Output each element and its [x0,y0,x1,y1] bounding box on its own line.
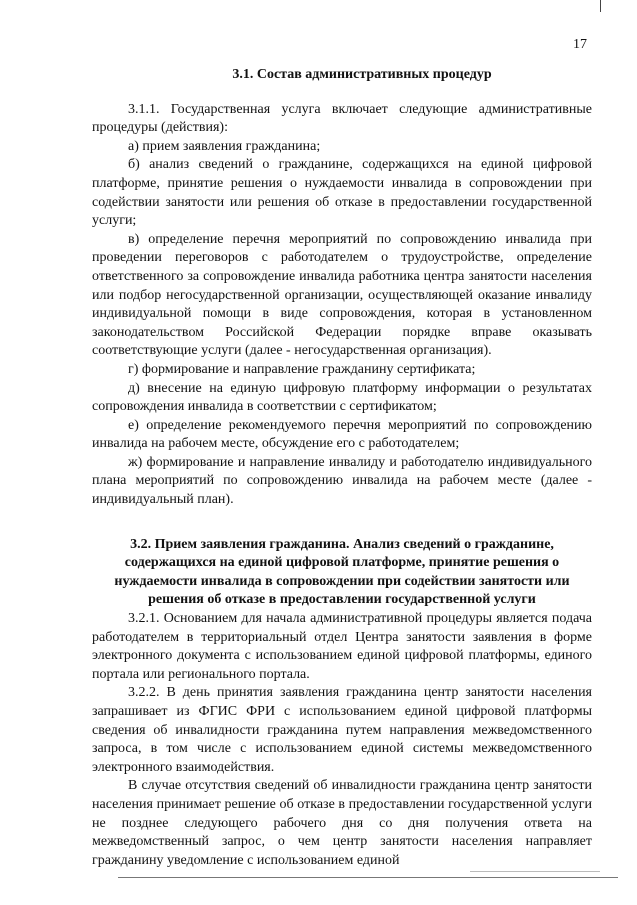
scan-artifact-line [470,871,600,872]
paragraph-3-1-1: 3.1.1. Государственная услуга включает следующие административные процедуры (действия): [92,101,592,136]
list-item-d: д) внесение на единую цифровую платформу информации о результатах сопровождения инвалида в соответствии с сертификатом; [92,380,592,415]
list-item-v: в) определение перечня мероприятий по сопровождению инвалида при проведении переговоров с работодателем о трудоустройстве, определение ответственного за сопровождение инвалида работника центра занятости населения или подбор негосударственной организации, осуществляющей оказание инвалиду индивидуальной помощи в виде сопровождения, которая в установленном законодательством Российской Федерации порядке вправе оказывать соответствующие услуги (далее - негосударственная организация). [92,231,592,359]
list-item-g: г) формирование и направление гражданину сертификата; [128,361,476,377]
list-item-b: б) анализ сведений о гражданине, содержащихся на единой цифровой платформе, принятие решения о нуждаемости инвалида в сопровождении при содействии занятости или решения об отказе в предоставлении государственной услуги; [92,157,592,229]
page-edge-mark [600,0,601,12]
page-number: 17 [573,37,587,52]
list-item-e: е) определение рекомендуемого перечня мероприятий по сопровождению инвалида на рабочем месте, обсуждение его с работодателем; [92,417,592,452]
section-3-1-heading: 3.1. Состав административных процедур [232,67,492,82]
section-3-2-heading: 3.2. Прием заявления гражданина. Анализ сведений о гражданине, содержащихся на единой цифровой платформе, принятие решения о нуждаемости инвалида в сопровождении при содействии занятости или решения об отказе в предоставлении государственной услуги [114,536,570,608]
list-item-a: а) прием заявления гражданина; [128,138,321,154]
paragraph-3-2-2: 3.2.2. В день принятия заявления гражданина центр занятости населения запрашивает из ФГИС ФРИ с использованием единой цифровой платформы сведения об инвалидности гражданина путем направления межведомственного запроса, в том числе с использованием единой системы межведомственного электронного взаимодействия. [92,685,592,775]
list-item-zh: ж) формирование и направление инвалиду и работодателю индивидуального плана мероприятий по сопровождению инвалида на рабочем месте (далее - индивидуальный план). [92,454,592,508]
paragraph-refusal: В случае отсутствия сведений об инвалидности гражданина центр занятости населения принимает решение об отказе в предоставлении государственной услуги не позднее следующего рабочего дня со дня получения ответа на межведомственный запрос, о чем центр занятости населения направляет гражданину уведомление с использованием единой [92,778,592,868]
paragraph-3-2-1: 3.2.1. Основанием для начала административной процедуры является подача работодателем в территориальный отдел Центра занятости заявления в форме электронного документа с использованием единой цифровой платформы, единого портала или регионального портала. [92,611,592,682]
document-body [92,62,592,870]
page-bottom-edge [118,877,618,878]
